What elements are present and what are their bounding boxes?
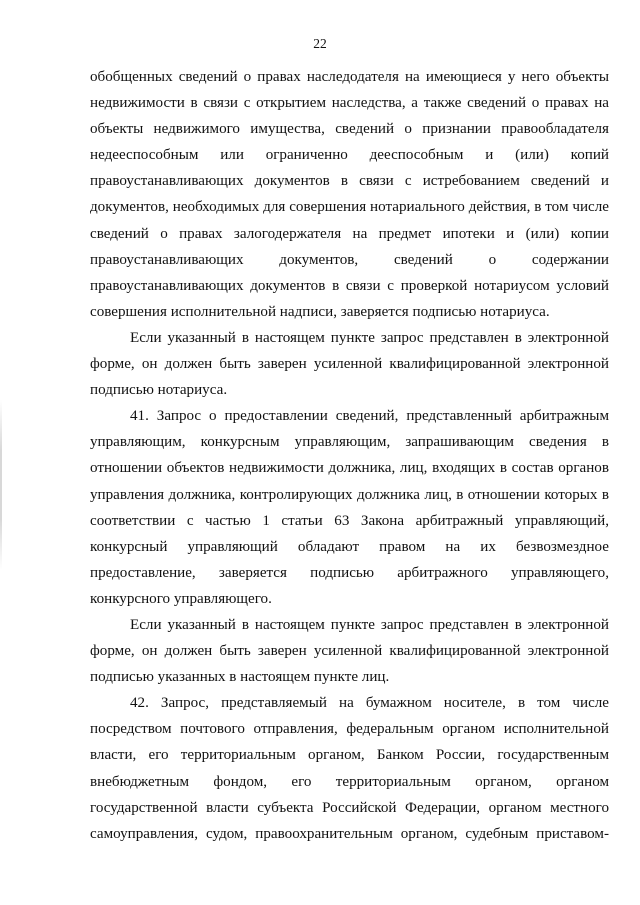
paragraph-clause-41: 41. Запрос о предоставлении сведений, представленный арбитражным управляющим, конкурсным управляющим, запрашивающим сведения в отношении объектов недвижимости должника, лиц, входящих в состав органов управления должника, контролирующих должника лиц, в отношении которых в соответствии с частью 1 статьи 63 Закона арбитражный управляющий, конкурсный управляющий обладают правом на их безвозмездное предоставление, заверяется подписью арбитражного управляющего, конкурсного управляющего. xyxy=(90,408,609,607)
paragraph-electronic-persons: Если указанный в настоящем пункте запрос представлен в электронной форме, он должен быть заверен усиленной квалифицированной электронной подписью указанных в настоящем пункте лиц. xyxy=(90,616,609,686)
document-body xyxy=(90,64,609,847)
paragraph-clause-42: 42. Запрос, представляемый на бумажном носителе, в том числе посредством почтового отправления, федеральным органом исполнительной власти, его территориальным органом, Банком России, государственным внебюджетным фондом, его территориальным органом, органом государственной власти субъекта Российской Федерации, органом местного самоуправления, судом, правоохранительным органом, судебным приставом- xyxy=(90,695,609,842)
scan-edge-shadow xyxy=(0,400,2,570)
paragraph-continuation: обобщенных сведений о правах наследодателя на имеющиеся у него объекты недвижимости в связи с открытием наследства, а также сведений о правах на объекты недвижимого имущества, сведений о признании правообладателя недееспособным или ограниченно дееспособным и (или) копий правоустанавливающих документов в связи с истребованием сведений и документов, необходимых для совершения нотариального действия, в том числе сведений о правах залогодержателя на предмет ипотеки и (или) копии правоустанавливающих документов, сведений о содержании правоустанавливающих документов в связи с проверкой нотариусом условий совершения исполнительной надписи, заверяется подписью нотариуса. xyxy=(90,69,609,320)
paragraph-electronic-notary: Если указанный в настоящем пункте запрос представлен в электронной форме, он должен быть заверен усиленной квалифицированной электронной подписью нотариуса. xyxy=(90,329,609,399)
page-number: 22 xyxy=(313,36,327,51)
